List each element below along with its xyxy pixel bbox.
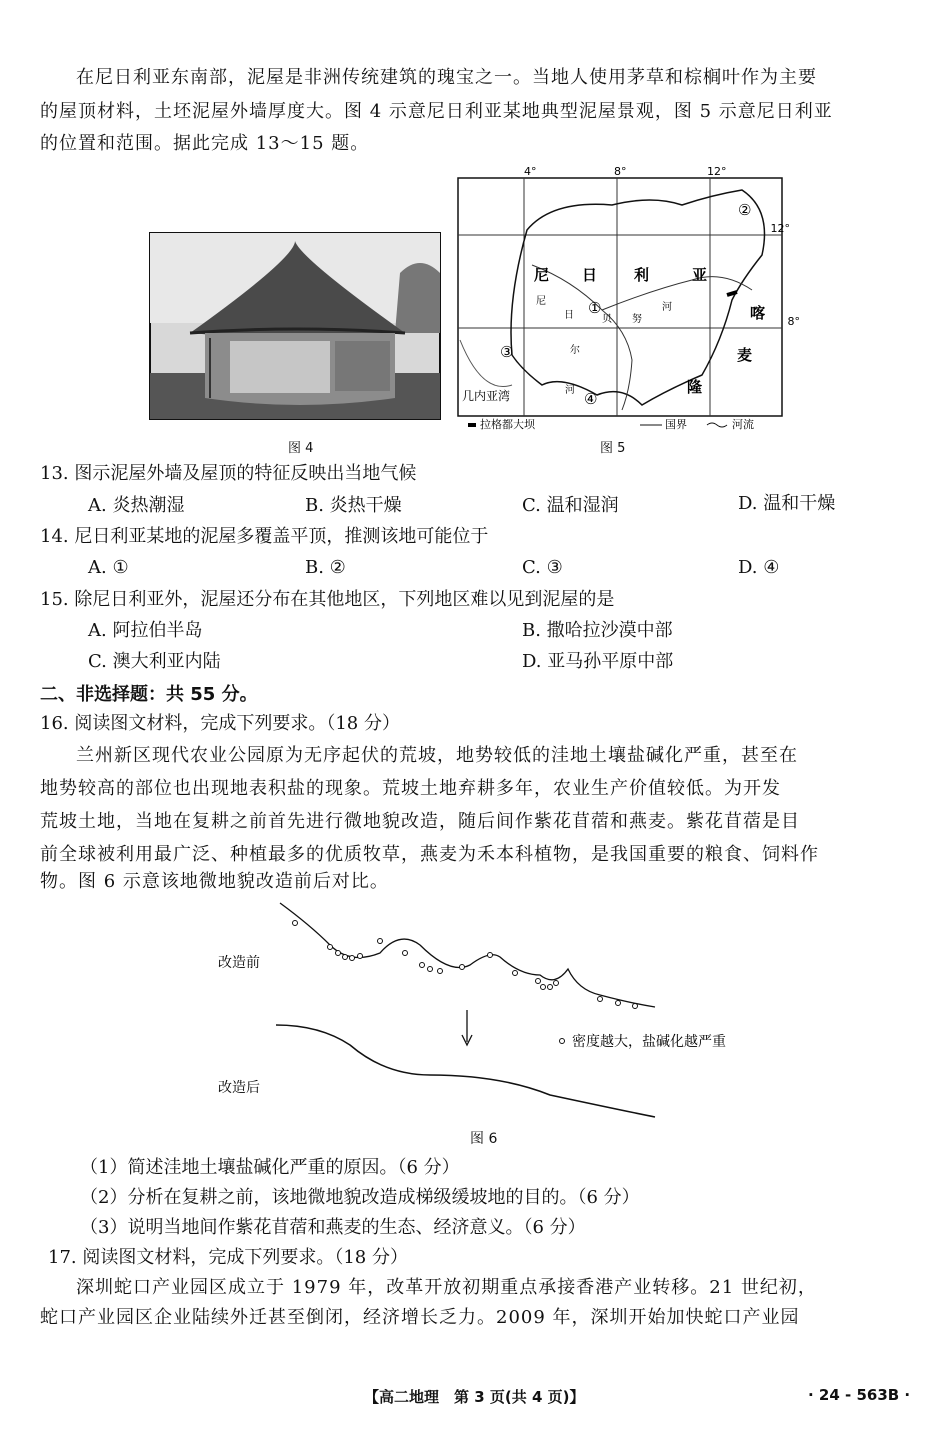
figure-5-caption: 图 5 [600, 441, 626, 456]
map-label-li: 利 [634, 266, 650, 284]
map-river-er: 尔 [570, 345, 580, 356]
map-label-bay: 几内亚湾 [462, 389, 511, 403]
q16-para-2: 地势较高的部位也出现地表积盐的现象。荒坡土地弃耕多年，农业生产价值较低。为开发 [40, 778, 781, 799]
fig6-label-before: 改造前 [218, 955, 260, 971]
footer-page-info: 【高二地理 第 3 页(共 4 页)】 [364, 1388, 585, 1406]
map-river-he2: 河 [565, 385, 575, 396]
map-marker-1: ① [588, 299, 602, 317]
q13-option-a: A. 炎热潮湿 [88, 495, 185, 516]
q14-option-d: D. ④ [738, 557, 780, 578]
q16-sub-2: （2）分析在复耕之前，该地微地貌改造成梯级缓坡地的目的。（6 分） [80, 1187, 640, 1208]
map-river-bei: 贝 [602, 314, 612, 325]
map-river-nu: 努 [632, 314, 642, 325]
q15-option-a: A. 阿拉伯半岛 [88, 620, 203, 641]
map-river-ni: 尼 [536, 296, 546, 307]
q15-stem: 15. 除尼日利亚外，泥屋还分布在其他地区，下列地区难以见到泥屋的是 [40, 589, 615, 610]
q14-option-c: C. ③ [522, 557, 563, 578]
q17-stem: 17. 阅读图文材料，完成下列要求。（18 分） [48, 1247, 408, 1268]
q15-option-d: D. 亚马孙平原中部 [522, 651, 674, 672]
legend-border: 国界 [665, 418, 687, 431]
legend-river: 河流 [732, 418, 754, 431]
map-label-ya: 亚 [692, 266, 708, 284]
intro-line-2: 的屋顶材料，土坯泥屋外墙厚度大。图 4 示意尼日利亚某地典型泥屋景观，图 5 示意尼日利亚 [40, 101, 833, 122]
q16-para-3: 荒坡土地，当地在复耕之前首先进行微地貌改造，随后间作紫花苜蓿和燕麦。紫花苜蓿是目 [40, 811, 800, 832]
q15-option-b: B. 撒哈拉沙漠中部 [522, 620, 673, 641]
lon-label-12: 12° [707, 165, 727, 178]
figure-6-diagram [200, 895, 780, 1130]
q16-para-5: 物。图 6 示意该地微地貌改造前后对比。 [40, 871, 389, 892]
fig6-label-after: 改造后 [218, 1080, 260, 1096]
lat-label-12: 12° [770, 222, 790, 235]
q14-option-a: A. ① [88, 557, 129, 578]
section-2-heading: 二、非选择题：共 55 分。 [40, 684, 258, 705]
q13-option-d: D. 温和干燥 [738, 493, 836, 514]
q17-para-1: 深圳蛇口产业园区成立于 1979 年，改革开放初期重点承接香港产业转移。21 世纪初， [76, 1277, 817, 1298]
lon-label-8: 8° [614, 165, 627, 178]
figure-5-map [452, 160, 800, 460]
map-marker-3: ③ [500, 343, 514, 361]
q14-stem: 14. 尼日利亚某地的泥屋多覆盖平顶，推测该地可能位于 [40, 526, 489, 547]
figure-4-photo [150, 233, 440, 419]
q16-para-1: 兰州新区现代农业公园原为无序起伏的荒坡，地势较低的洼地土壤盐碱化严重，甚至在 [76, 745, 798, 766]
map-label-mai: 麦 [737, 346, 753, 364]
map-label-ri: 日 [582, 266, 598, 284]
q14-option-b: B. ② [305, 557, 346, 578]
figure-6-caption: 图 6 [470, 1131, 498, 1147]
map-river-ri: 日 [564, 310, 574, 321]
q16-para-4: 前全球被利用最广泛、种植最多的优质牧草，燕麦为禾本科植物，是我国重要的粮食、饲料作 [40, 844, 819, 865]
map-label-ka: 喀 [750, 304, 766, 322]
map-marker-2: ② [738, 201, 752, 219]
q16-sub-1: （1）简述洼地土壤盐碱化严重的原因。（6 分） [80, 1157, 460, 1178]
map-label-ni: 尼 [534, 266, 550, 284]
fig6-legend: 密度越大，盐碱化越严重 [572, 1034, 726, 1050]
q13-option-c: C. 温和湿润 [522, 495, 619, 516]
map-marker-4: ④ [584, 390, 598, 408]
map-river-he: 河 [662, 302, 672, 313]
footer-code: · 24 - 563B · [808, 1386, 911, 1404]
q16-stem: 16. 阅读图文材料，完成下列要求。（18 分） [40, 713, 400, 734]
map-label-long: 隆 [687, 378, 703, 396]
figure-4-caption: 图 4 [288, 441, 314, 456]
q13-stem: 13. 图示泥屋外墙及屋顶的特征反映出当地气候 [40, 463, 417, 484]
q17-para-2: 蛇口产业园区企业陆续外迁甚至倒闭，经济增长乏力。2009 年，深圳开始加快蛇口产业园 [40, 1307, 800, 1328]
lon-label-4: 4° [524, 165, 537, 178]
intro-line-1: 在尼日利亚东南部，泥屋是非洲传统建筑的瑰宝之一。当地人使用茅草和棕榈叶作为主要 [76, 67, 817, 88]
q16-sub-3: （3）说明当地间作紫花苜蓿和燕麦的生态、经济意义。（6 分） [80, 1217, 586, 1238]
q15-option-c: C. 澳大利亚内陆 [88, 651, 221, 672]
intro-line-3: 的位置和范围。据此完成 13～15 题。 [40, 133, 370, 154]
lat-label-8: 8° [787, 315, 800, 328]
legend-dam: 拉格都大坝 [480, 418, 535, 431]
q13-option-b: B. 炎热干燥 [305, 495, 402, 516]
